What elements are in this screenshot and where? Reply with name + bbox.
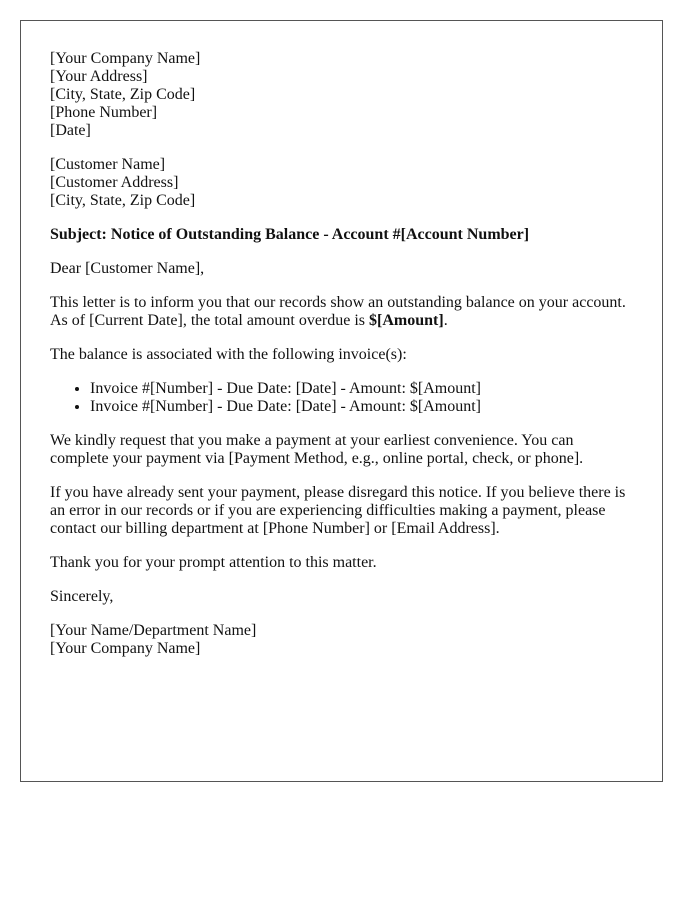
sender-block — [50, 50, 633, 140]
payment-request: We kindly request that you make a payment at your earliest convenience. You can complete your payment via [Payment Method, e.g., online portal, check, or phone]. — [50, 432, 584, 467]
intro-text: This letter is to inform you that our records show an outstanding balance on your account. As of [Current Date], the total amount overdue is — [50, 294, 626, 329]
sender-city: [City, State, Zip Code] — [50, 86, 196, 103]
recipient-name: [Customer Name] — [50, 156, 166, 173]
invoice-list — [50, 380, 633, 416]
overdue-amount: $[Amount] — [369, 312, 444, 329]
signature-block — [50, 622, 633, 658]
sender-company: [Your Company Name] — [50, 50, 201, 67]
subject-line: Subject: Notice of Outstanding Balance - Account #[Account Number] — [50, 226, 530, 243]
signature-company: [Your Company Name] — [50, 640, 201, 657]
thanks-paragraph: Thank you for your prompt attention to this matter. — [50, 554, 377, 571]
recipient-address: [Customer Address] — [50, 174, 179, 191]
sender-phone: [Phone Number] — [50, 104, 158, 121]
recipient-city: [City, State, Zip Code] — [50, 192, 196, 209]
signature-name: [Your Name/Department Name] — [50, 622, 257, 639]
greeting: Dear [Customer Name], — [50, 260, 205, 277]
intro-end: . — [443, 312, 448, 329]
invoice-item: • Invoice #[Number] - Due Date: [Date] - Amount: $[Amount] — [90, 398, 633, 416]
invoices-intro: The balance is associated with the following invoice(s): — [50, 346, 407, 363]
closing: Sincerely, — [50, 588, 114, 605]
intro-paragraph — [50, 294, 633, 330]
sender-date: [Date] — [50, 122, 91, 139]
sender-address: [Your Address] — [50, 68, 148, 85]
invoice-item: • Invoice #[Number] - Due Date: [Date] - Amount: $[Amount] — [90, 380, 633, 398]
disregard-paragraph: If you have already sent your payment, please disregard this notice. If you believe there is an error in our records or if you are experiencing difficulties making a payment, please contact our billing department at [Phone Number] or [Email Address]. — [50, 484, 626, 537]
recipient-block — [50, 156, 633, 210]
letter-page — [20, 20, 663, 782]
